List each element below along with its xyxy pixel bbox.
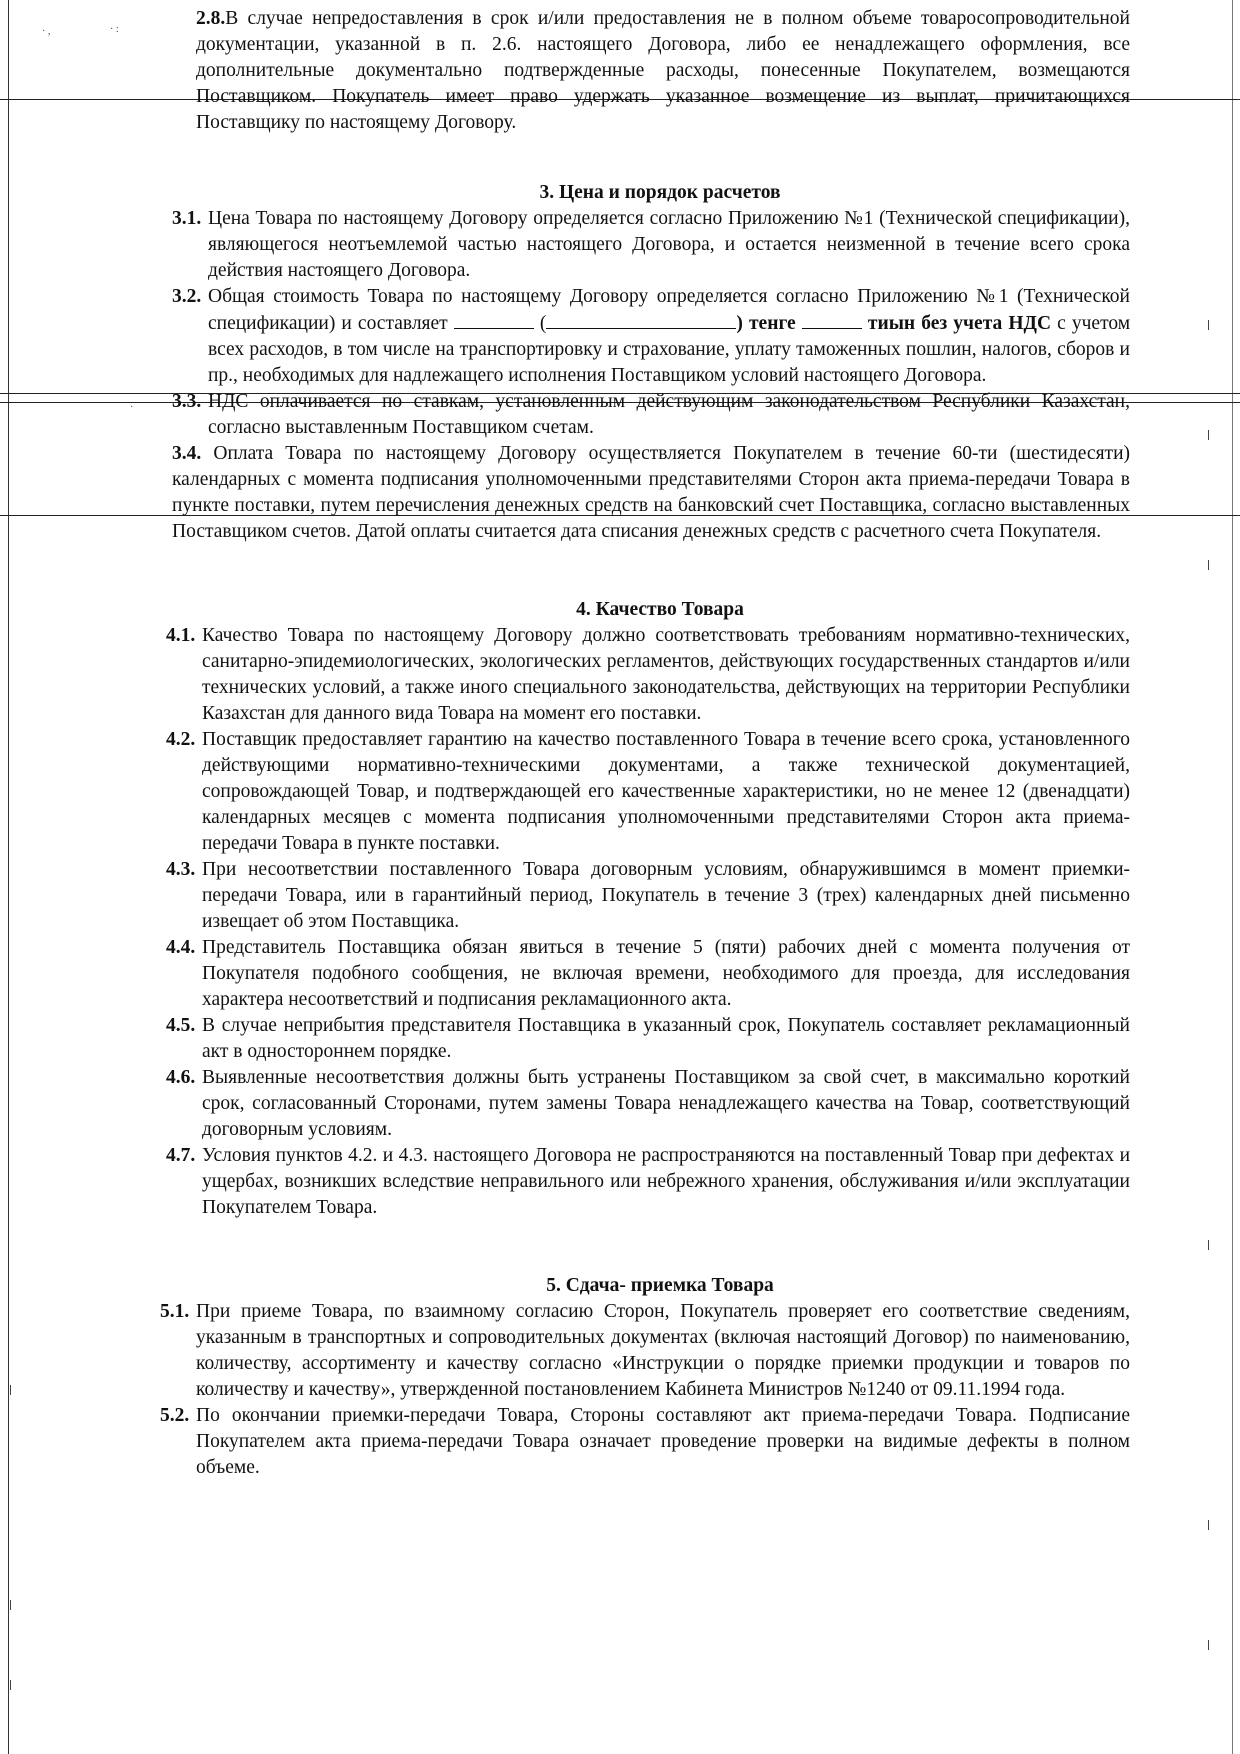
scan-speck: · , [42,26,51,37]
amount-blank [454,310,534,329]
clause-text: При несоответствии поставленного Товара договорным условиям, обнаружившимся в момент приемки-передачи Товара, или в гарантийный период, Покупатель в течение 3 (трех) календарных дней письменно извещает об этом Поставщика. [202,859,1130,932]
clause-number: 3.3. [172,391,202,412]
clause-number: 5.1. [160,1301,190,1322]
clause-text: Качество Товара по настоящему Договору должно соответствовать требованиям нормативно-технических, санитарно-эпидемиологических, экологических регламентов, действующих государственных стандартов и/или технических условий, а также иного специального законодательства, действующих на территории Республики Казахстан для данного вида Товара на момент его поставки. [202,625,1130,724]
clause-text: Оплата Товара по настоящему Договору осуществляется Покупателем в течение 60-ти (шестидесяти) календарных с момента подписания уполномоченными представителями Сторон акта приема-передачи Товара в пункте поставки, путем перечисления денежных средств на банковский счет Поставщика, согласно выставленных Поставщиком счетов. Датой оплаты считается дата списания денежных средств с расчетного счета Покупателя. [172,443,1130,542]
tenge-label: ) тенге [736,313,796,334]
clause-4-4 [166,935,1130,1013]
clause-4-5 [166,1013,1130,1065]
scan-tick [1208,1240,1209,1250]
clause-number: 4.6. [166,1067,196,1088]
scan-edge-line [8,0,9,1754]
scan-tick [1208,430,1209,440]
clause-number: 4.4. [166,937,196,958]
section-3-heading: 3. Цена и порядок расчетов [539,182,781,203]
document-body [160,6,1131,1481]
clause-text: В случае неприбытия представителя Поставщика в указанный срок, Покупатель составляет рекламационный акт в одностороннем порядке. [202,1015,1130,1062]
clause-number: 4.2. [166,729,196,750]
clause-text: Выявленные несоответствия должны быть устранены Поставщиком за свой счет, в максимально короткий срок, согласованный Сторонами, путем замены Товара ненадлежащего качества на Товар, соответствующий договорным условиям. [202,1067,1130,1140]
scan-tick [1208,1640,1209,1650]
tiyn-blank [802,310,862,329]
clause-4-3 [166,857,1130,935]
clause-number: 3.1. [172,208,202,229]
clause-5-1 [160,1299,1130,1403]
clause-text: Поставщик предоставляет гарантию на качество поставленного Товара в течение всего срока, установленного действующими нормативно-техническими документами, а также технической документацией, сопровождающей Товар, и подтверждающей его качественные характеристики, но не менее 12 (двенадцати) календарных месяцев с момента подписания уполномоченными представителями Сторон акта приема-передачи Товара в пункте поставки. [202,729,1130,854]
clause-text: Цена Товара по настоящему Договору определяется согласно Приложению №1 (Технической спецификации), являющегося неотъемлемой частью настоящего Договора, и остается неизменной в течение всего срока действия настоящего Договора. [208,208,1130,281]
clause-number: 4.3. [166,859,196,880]
clause-text: В случае непредоставления в срок и/или предоставления не в полном объеме товаросопроводительной документации, указанной в п. 2.6. настоящего Договора, либо ее ненадлежащего оформления, все дополнительные документально подтвержденные расходы, понесенные Покупателем, возмещаются Поставщиком. Покупатель имеет право удержать указанное возмещение из выплат, причитающихся Поставщику по настоящему Договору. [196,8,1130,133]
scan-speck: · [130,402,134,413]
scan-tick [1208,320,1209,330]
scan-tick [10,1680,11,1690]
clause-number: 5.2. [160,1405,190,1426]
amount-words-blank [546,310,736,329]
section-5-heading: 5. Сдача- приемка Товара [546,1275,774,1296]
clause-4-1 [166,623,1130,727]
clause-text: НДС оплачивается по ставкам, установленным действующим законодательством Республики Казахстан, согласно выставленным Поставщиком счетам. [208,391,1130,438]
clause-number: 4.5. [166,1015,196,1036]
clause-4-7 [166,1143,1130,1221]
scan-tick [1208,560,1209,570]
scan-speck: · : [110,24,119,35]
clause-3-2 [172,284,1130,389]
clause-5-2 [160,1403,1130,1481]
clause-text: Общая стоимость Товара по настоящему Договору определяется согласно Приложению №1 (Технической спецификации) и составляет [208,286,1130,334]
clause-text: При приеме Товара, по взаимному согласию Сторон, Покупатель проверяет его соответствие сведениям, указанным в транспортных и сопроводительных документах (включая настоящий Договор) по наименованию, количеству, ассортименту и качеству согласно «Инструкции о порядке приемки продукции и товаров по количеству и качеству», утвержденной постановлением Кабинета Министров №1240 от 09.11.1994 года. [196,1301,1130,1400]
scan-tick [10,1385,11,1395]
section-4-heading: 4. Качество Товара [576,599,744,620]
clause-3-3 [172,389,1130,441]
scan-tick [1208,1520,1209,1530]
clause-text: По окончании приемки-передачи Товара, Стороны составляют акт приема-передачи Товара. Подписание Покупателем акта приема-передачи Товара означает проведение проверки на видимые дефекты в полном объеме. [196,1405,1130,1478]
clause-number: 4.1. [166,625,196,646]
clause-text: Условия пунктов 4.2. и 4.3. настоящего Договора не распространяются на поставленный Товар при дефектах и ущербах, возникших вследствие неправильного или небрежного хранения, обслуживания и/или эксплуатации Покупателем Товара. [202,1145,1130,1218]
clause-number: 3.4. [172,443,202,464]
clause-4-6 [166,1065,1130,1143]
clause-3-1 [172,206,1130,284]
clause-text: Представитель Поставщика обязан явиться в течение 5 (пяти) рабочих дней с момента получения от Покупателя подобного сообщения, не включая времени, необходимого для проезда, для исследования характера несоответствий и подписания рекламационного акта. [202,937,1130,1010]
clause-3-4 [172,441,1130,545]
clause-number: 3.2. [172,286,202,307]
clause-number: 2.8. [196,8,226,29]
paren-open: ( [539,313,547,334]
vat-note: тиын без учета НДС [867,313,1052,334]
clause-number: 4.7. [166,1145,196,1166]
clause-4-2 [166,727,1130,857]
scan-edge-line [1232,0,1233,1754]
clause-text: с учетом всех расходов, в том числе на транспортировку и страхование, уплату таможенных пошлин, налогов, сборов и пр., необходимых для надлежащего исполнения Поставщиком условий настоящего Договора. [208,313,1131,386]
scan-tick [10,1600,11,1610]
clause-2-8 [196,6,1130,136]
